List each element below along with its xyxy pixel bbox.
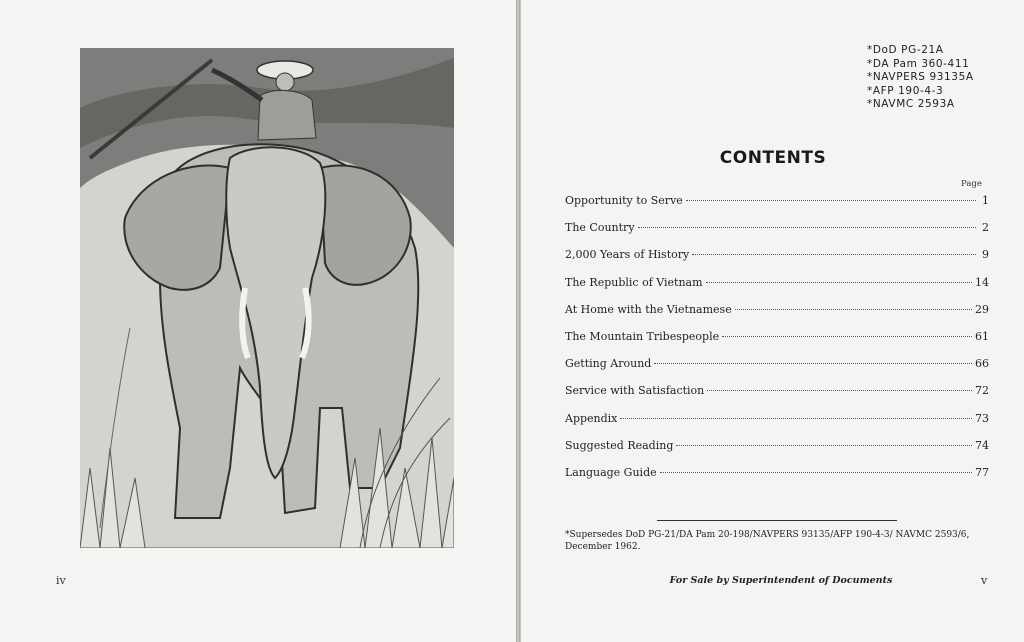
catalog-number: *NAVPERS 93135A (867, 71, 974, 83)
elephant-with-rider-illustration-icon (80, 48, 454, 548)
toc-dot-leader (686, 200, 976, 201)
catalog-numbers (867, 44, 974, 112)
toc-entry-title: 2,000 Years of History (565, 248, 690, 262)
toc-dot-leader (692, 254, 976, 255)
toc-dot-leader (735, 309, 972, 310)
toc-entry-title: Opportunity to Serve (565, 194, 683, 207)
toc-entry-title: The Country (565, 221, 635, 235)
contents-heading: CONTENTS (719, 148, 827, 168)
toc-entry-page: 1 (982, 194, 989, 207)
toc-dot-leader (707, 390, 972, 391)
toc-dot-leader (660, 472, 972, 473)
catalog-number: *DA Pam 360-411 (867, 57, 970, 70)
toc-entry-page: 61 (975, 329, 989, 343)
toc-entry (565, 276, 989, 303)
toc-entry (565, 466, 989, 493)
toc-entry (565, 357, 989, 384)
toc-entry (565, 194, 989, 221)
toc-dot-leader (676, 445, 972, 446)
toc-entry-page: 2 (982, 221, 989, 235)
toc-entry-page: 66 (975, 357, 989, 371)
toc-entry (565, 412, 989, 439)
toc-entry-page: 72 (975, 384, 989, 398)
toc-entry-page: 77 (975, 465, 989, 479)
toc-entry (565, 439, 989, 466)
toc-entry-page: 29 (975, 302, 989, 316)
toc-dot-leader (620, 418, 972, 419)
toc-entry (565, 221, 989, 248)
left-page-number: iv (56, 574, 66, 587)
toc-entry (565, 303, 989, 330)
toc-entry-title: Service with Satisfaction (565, 384, 705, 398)
toc-entry-title: Suggested Reading (565, 438, 674, 452)
toc-entry (565, 384, 989, 411)
footnote-divider (657, 520, 897, 521)
toc-entry-title: The Mountain Tribespeople (565, 329, 720, 343)
toc-entry-page: 74 (975, 438, 989, 452)
toc-entry-page: 9 (982, 248, 989, 262)
toc-entry-page: 73 (975, 411, 989, 425)
sale-notice: For Sale by Superintendent of Documents (669, 575, 893, 586)
toc-entry-page: 14 (975, 275, 989, 289)
toc-entry-title: The Republic of Vietnam (565, 275, 703, 289)
page-column-label: Page (961, 179, 982, 189)
elephant-rider-illustration (80, 48, 454, 548)
toc-dot-leader (638, 227, 976, 228)
toc-dot-leader (654, 363, 972, 364)
toc-entry-title: At Home with the Vietnamese (565, 302, 732, 316)
toc-entry-title: Getting Around (565, 357, 652, 371)
toc-entry (565, 330, 989, 357)
toc-dot-leader (706, 282, 972, 283)
toc-entry-title: Language Guide (565, 465, 657, 479)
right-page-number: v (981, 574, 988, 587)
toc-entry (565, 248, 989, 275)
catalog-number: *DoD PG-21A (867, 44, 944, 56)
catalog-number: *NAVMC 2593A (867, 98, 955, 110)
table-of-contents (565, 194, 989, 493)
toc-dot-leader (722, 336, 972, 337)
toc-entry-title: Appendix (565, 411, 618, 425)
footnote: *Supersedes DoD PG-21/DA Pam 20-198/NAVPERS 93135/AFP 190-4-3/ NAVMC 2593/6, December 1962. (565, 530, 970, 552)
catalog-number: *AFP 190-4-3 (867, 84, 944, 97)
right-page (520, 0, 1024, 642)
